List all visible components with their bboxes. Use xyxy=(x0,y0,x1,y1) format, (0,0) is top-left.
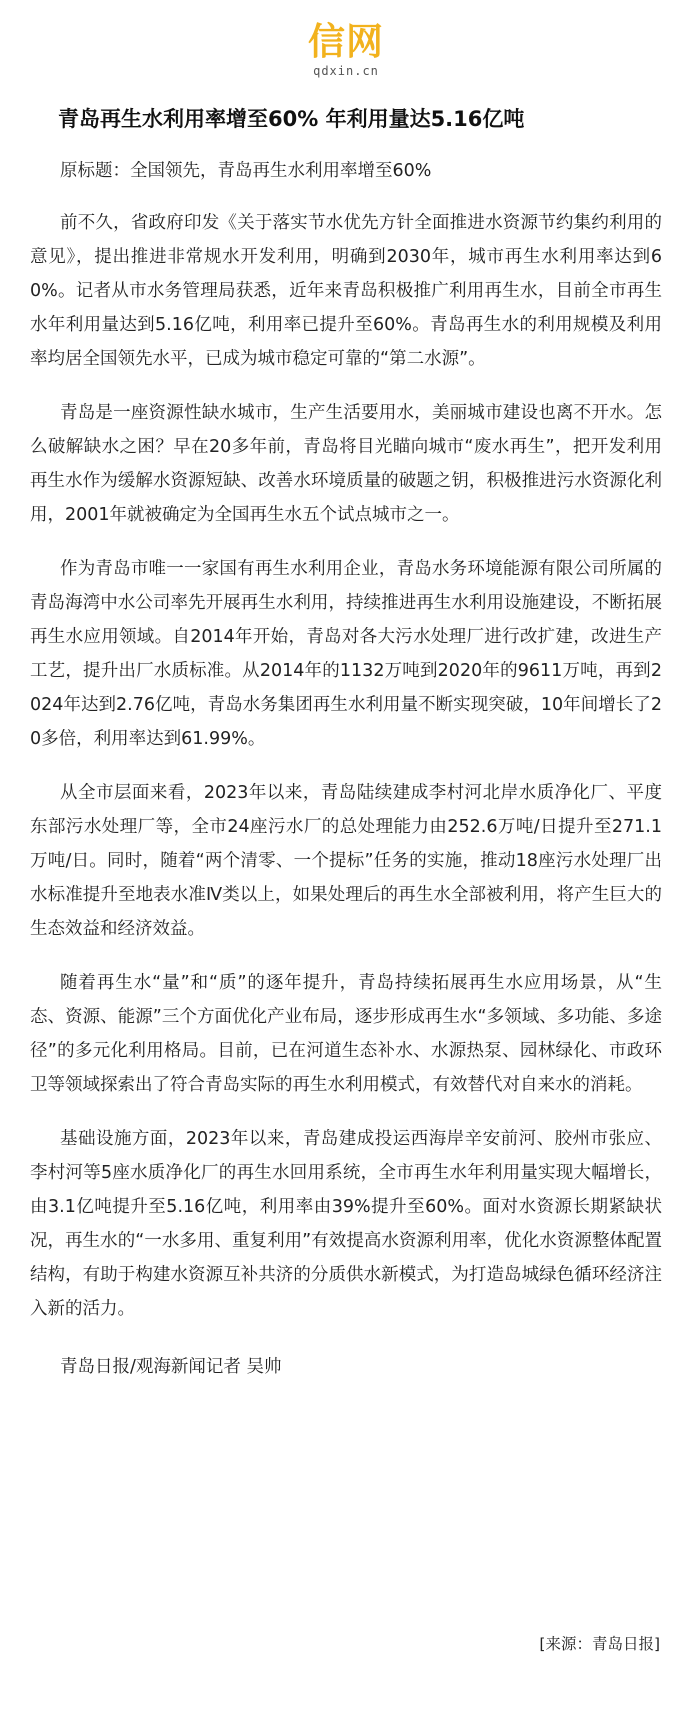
site-logo[interactable] xyxy=(291,20,401,78)
logo-domain: qdxin.cn xyxy=(313,64,379,78)
paragraph-6: 基础设施方面，2023年以来，青岛建成投运西海岸辛安前河、胶州市张应、李村河等5座水质净化厂的再生水回用系统，全市再生水年利用量实现大幅增长，由3.1亿吨提升至5.16亿吨，利用率由39%提升至60%。面对水资源长期紧缺状况，再生水的“一水多用、重复利用”有效提高水资源利用率，优化水资源整体配置结构，有助于构建水资源互补共济的分质供水新模式，为打造岛城绿色循环经济注入新的活力。 xyxy=(30,1129,662,1319)
article-page xyxy=(0,20,690,1724)
paragraph-5: 随着再生水“量”和“质”的逐年提升，青岛持续拓展再生水应用场景，从“生态、资源、能源”三个方面优化产业布局，逐步形成再生水“多领域、多功能、多途径”的多元化利用格局。目前，已在河道生态补水、水源热泵、园林绿化、市政环卫等领域探索出了符合青岛实际的再生水利用模式，有效替代对自来水的消耗。 xyxy=(30,973,662,1095)
article-source: [来源：青岛日报] xyxy=(539,1635,660,1653)
logo-mark: 信网 xyxy=(308,20,384,63)
article-body xyxy=(30,206,662,1326)
article-headline: 青岛再生水利用率增至60% 年利用量达5.16亿吨 xyxy=(58,107,525,131)
paragraph-2: 青岛是一座资源性缺水城市，生产生活要用水，美丽城市建设也离不开水。怎么破解缺水之困？早在20多年前，青岛将目光瞄向城市“废水再生”，把开发利用再生水作为缓解水资源短缺、改善水环境质量的破题之钥，积极推进污水资源化利用，2001年就被确定为全国再生水五个试点城市之一。 xyxy=(30,403,662,525)
original-title: 原标题：全国领先，青岛再生水利用率增至60% xyxy=(60,161,432,181)
paragraph-1: 前不久，省政府印发《关于落实节水优先方针全面推进水资源节约集约利用的意见》，提出推进非常规水开发利用，明确到2030年，城市再生水利用率达到60%。记者从市水务管理局获悉，近年来青岛积极推广利用再生水，目前全市再生水年利用量达到5.16亿吨，利用率已提升至60%。青岛再生水的利用规模及利用率均居全国领先水平，已成为城市稳定可靠的“第二水源”。 xyxy=(30,213,662,369)
paragraph-3: 作为青岛市唯一一家国有再生水利用企业，青岛水务环境能源有限公司所属的青岛海湾中水公司率先开展再生水利用，持续推进再生水利用设施建设，不断拓展再生水应用领域。自2014年开始，青岛对各大污水处理厂进行改扩建，改进生产工艺，提升出厂水质标准。从2014年的1132万吨到2020年的9611万吨，再到2024年达到2.76亿吨，青岛水务集团再生水利用量不断实现突破，10年间增长了20多倍，利用率达到61.99%。 xyxy=(30,559,662,749)
article-byline: 青岛日报/观海新闻记者 吴帅 xyxy=(60,1357,282,1377)
paragraph-4: 从全市层面来看，2023年以来，青岛陆续建成李村河北岸水质净化厂、平度东部污水处理厂等，全市24座污水厂的总处理能力由252.6万吨/日提升至271.1万吨/日。同时，随着“两个清零、一个提标”任务的实施，推动18座污水处理厂出水标准提升至地表水准Ⅳ类以上，如果处理后的再生水全部被利用，将产生巨大的生态效益和经济效益。 xyxy=(30,783,662,939)
